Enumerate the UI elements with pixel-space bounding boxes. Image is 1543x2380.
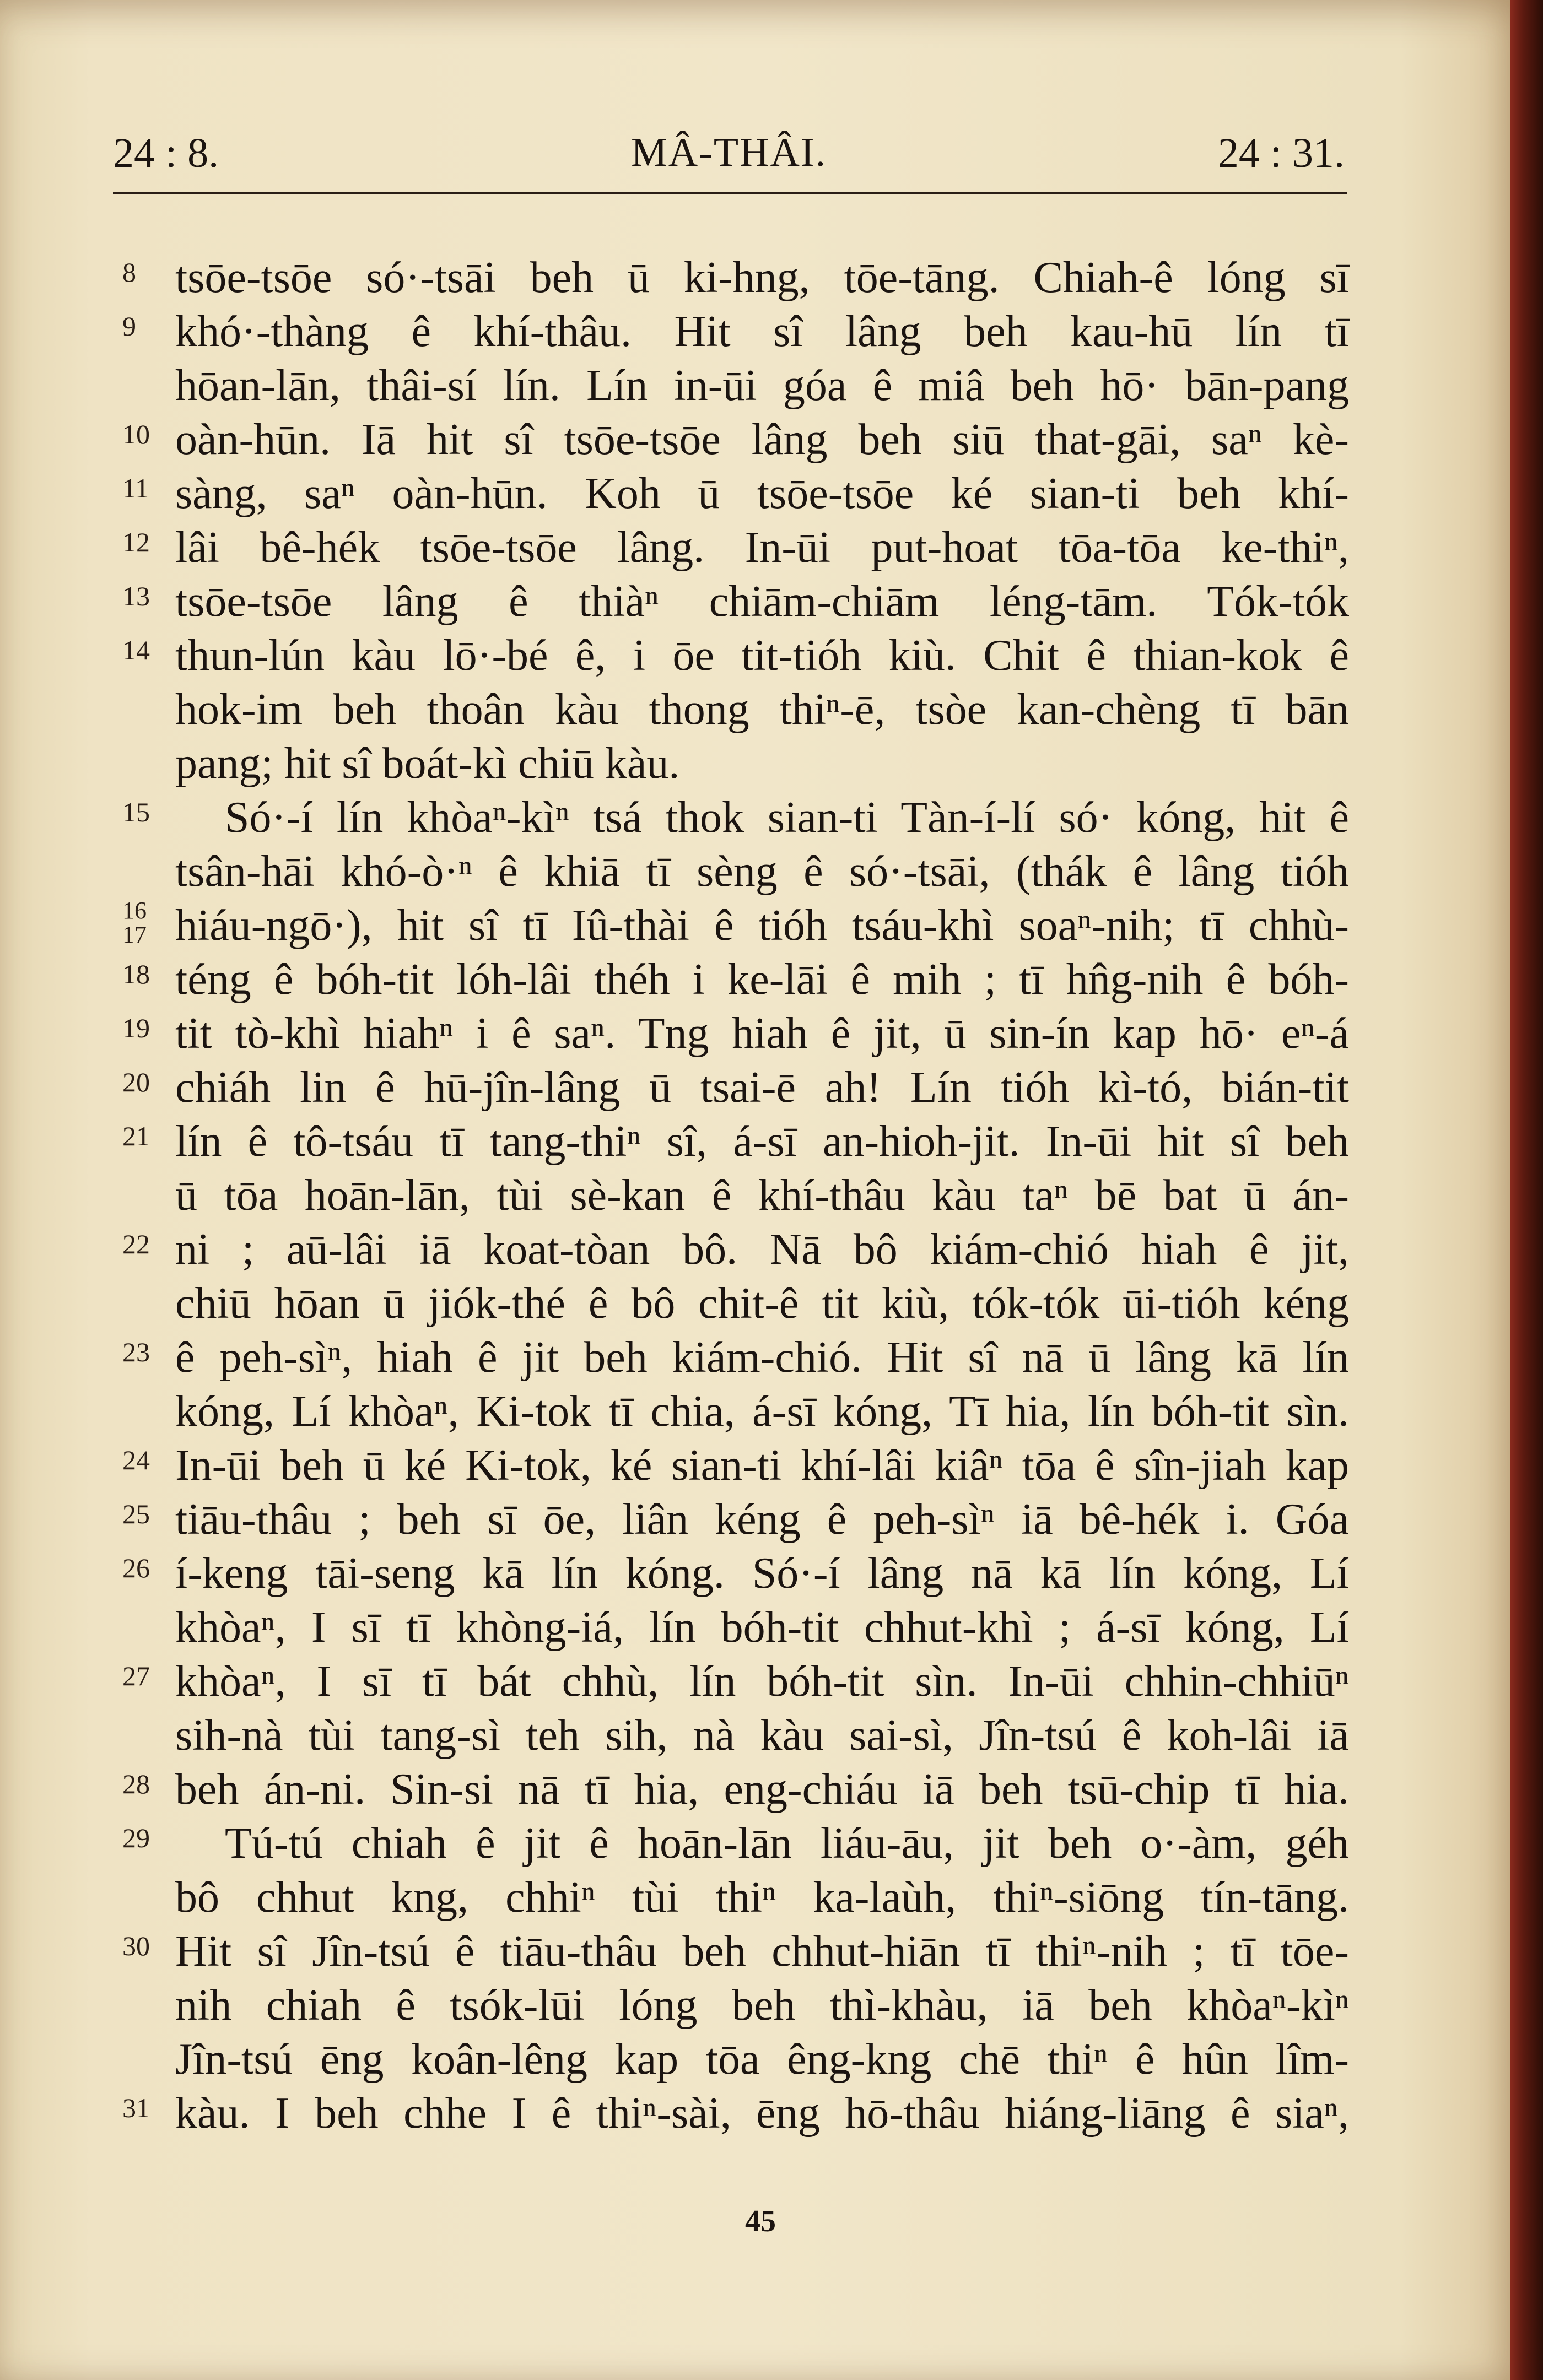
verse-text: khòaⁿ, I sī tī bát chhù, lín bóh-tit sìn. In-ūi chhin-chhiūⁿ [175, 1657, 1349, 1706]
text-line [0, 575, 1521, 629]
header-right-reference: 24 : 31. [1217, 130, 1345, 176]
verse-text: ū tōa hoān-lān, tùi sè-kan ê khí-thâu kàu taⁿ bē bat ū án- [175, 1171, 1349, 1220]
verse-text: ni ; aū-lâi iā koat-tòan bô. Nā bô kiám-chió hiah ê jit, [175, 1225, 1349, 1274]
text-line [0, 1546, 1521, 1600]
text-line [0, 521, 1521, 575]
verse-number: 28 [122, 1768, 150, 1799]
text-line [0, 683, 1521, 737]
text-line [0, 2032, 1521, 2086]
text-line [0, 1061, 1521, 1115]
verse-text: Hit sî Jîn-tsú ê tiāu-thâu beh chhut-hiān tī thiⁿ-nih ; tī tōe- [175, 1927, 1349, 1976]
verse-number: 20 [122, 1067, 150, 1097]
header-book-title: MÂ-THÂI. [630, 130, 827, 175]
verse-number: 27 [122, 1660, 150, 1691]
verse-number: 30 [122, 1930, 150, 1961]
text-line [0, 1654, 1521, 1708]
text-line [0, 1978, 1521, 2032]
verse-text: hok-im beh thoân kàu thong thiⁿ-ē, tsòe kan-chèng tī bān [175, 685, 1349, 734]
text-line [0, 1762, 1521, 1816]
text-line [0, 1007, 1521, 1061]
text-line [0, 1330, 1521, 1384]
text-line [0, 1600, 1521, 1654]
text-line [0, 1438, 1521, 1492]
text-line [0, 1276, 1521, 1330]
verse-text: sàng, saⁿ oàn-hūn. Koh ū tsōe-tsōe ké sian-ti beh khí- [175, 469, 1349, 518]
verse-number: 10 [122, 419, 150, 450]
verse-text: tsōe-tsōe lâng ê thiàⁿ chiām-chiām léng-tām. Tók-tók [175, 577, 1349, 626]
verse-number: 16 17 [122, 897, 147, 948]
text-line [0, 413, 1521, 467]
verse-text: kóng, Lí khòaⁿ, Ki-tok tī chia, á-sī kóng, Tī hia, lín bóh-tit sìn. [175, 1387, 1349, 1436]
verse-number: 15 [122, 797, 150, 827]
text-line [0, 359, 1521, 413]
verse-number: 22 [122, 1229, 150, 1259]
verse-number: 14 [122, 635, 150, 666]
verse-text: nih chiah ê tsók-lūi lóng beh thì-khàu, iā beh khòaⁿ-kìⁿ [175, 1981, 1349, 2030]
text-line [0, 1708, 1521, 1762]
verse-number: 8 [122, 257, 136, 288]
verse-number: 26 [122, 1553, 150, 1583]
verse-text: thun-lún kàu lō·-bé ê, i ōe tit-tióh kiù. Chit ê thian-kok ê [175, 631, 1349, 680]
verse-text: chiū hōan ū jiók-thé ê bô chit-ê tit kiù, tók-tók ūi-tióh kéng [175, 1279, 1349, 1328]
text-line [0, 629, 1521, 683]
verse-number: 31 [122, 2092, 150, 2123]
text-line [0, 1816, 1521, 1870]
verse-number: 13 [122, 581, 150, 612]
verse-number: 9 [122, 311, 136, 342]
verse-text: í-keng tāi-seng kā lín kóng. Só·-í lâng nā kā lín kóng, Lí [175, 1549, 1349, 1598]
verse-number: 12 [122, 527, 150, 558]
verse-text: tit tò-khì hiahⁿ i ê saⁿ. Tng hiah ê jit, ū sin-ín kap hō· eⁿ-á [175, 1009, 1349, 1058]
verse-text: hiáu-ngō·), hit sî tī Iû-thài ê tióh tsáu-khì soaⁿ-nih; tī chhù- [175, 901, 1349, 950]
verse-text: oàn-hūn. Iā hit sî tsōe-tsōe lâng beh siū that-gāi, saⁿ kè- [175, 415, 1349, 464]
verse-number: 23 [122, 1337, 150, 1367]
verse-text: hōan-lān, thâi-sí lín. Lín in-ūi góa ê miâ beh hō· bān-pang [175, 361, 1349, 410]
text-line [0, 737, 1521, 791]
text-line [0, 1924, 1521, 1978]
verse-text: lâi bê-hék tsōe-tsōe lâng. In-ūi put-hoat tōa-tōa ke-thiⁿ, [175, 523, 1349, 572]
verse-text: ê peh-sìⁿ, hiah ê jit beh kiám-chió. Hit sî nā ū lâng kā lín [175, 1333, 1349, 1382]
verse-text: tsōe-tsōe só·-tsāi beh ū ki-hng, tōe-tāng. Chiah-ê lóng sī [175, 253, 1349, 302]
verse-text: téng ê bóh-tit lóh-lâi théh i ke-lāi ê mih ; tī hn̂g-nih ê bóh- [175, 955, 1349, 1004]
running-header [113, 129, 1345, 185]
verse-text: tsân-hāi khó-ò·ⁿ ê khiā tī sèng ê só·-tsāi, (thák ê lâng tióh [175, 847, 1349, 896]
text-line [0, 953, 1521, 1007]
text-line [0, 305, 1521, 359]
verse-text: lín ê tô-tsáu tī tang-thiⁿ sî, á-sī an-hioh-jit. In-ūi hit sî beh [175, 1117, 1349, 1166]
verse-text: bô chhut kng, chhiⁿ tùi thiⁿ ka-laùh, thiⁿ-siōng tín-tāng. [175, 1873, 1349, 1922]
header-rule [113, 192, 1347, 194]
text-line [0, 1169, 1521, 1223]
verse-text: Jîn-tsú ēng koân-lêng kap tōa êng-kng chē thiⁿ ê hûn lîm- [175, 2035, 1349, 2084]
verse-text: In-ūi beh ū ké Ki-tok, ké sian-ti khí-lâi kiâⁿ tōa ê sîn-jiah kap [175, 1441, 1349, 1490]
verse-text: Só·-í lín khòaⁿ-kìⁿ tsá thok sian-ti Tàn-í-lí só· kóng, hit ê [225, 793, 1349, 842]
verse-number: 25 [122, 1499, 150, 1529]
verse-number: 29 [122, 1822, 150, 1853]
verse-number: 21 [122, 1121, 150, 1151]
header-left-reference: 24 : 8. [113, 130, 219, 176]
text-line [0, 899, 1521, 953]
text-line [0, 1384, 1521, 1438]
page-number: 45 [745, 2204, 776, 2238]
text-line [0, 467, 1521, 521]
verse-number: 19 [122, 1013, 150, 1043]
text-line [0, 791, 1521, 845]
text-line [0, 1223, 1521, 1276]
verse-text: chiáh lin ê hū-jîn-lâng ū tsai-ē ah! Lín tióh kì-tó, bián-tit [175, 1063, 1349, 1112]
text-line [0, 845, 1521, 899]
verse-number: 18 [122, 959, 150, 989]
verse-text: sih-nà tùi tang-sì teh sih, nà kàu sai-sì, Jîn-tsú ê koh-lâi iā [175, 1711, 1349, 1760]
text-line [0, 1115, 1521, 1169]
verse-number: 24 [122, 1445, 150, 1475]
page-edge [1510, 0, 1543, 2380]
text-line [0, 2086, 1521, 2140]
verse-text: kàu. I beh chhe I ê thiⁿ-sài, ēng hō-thâu hiáng-liāng ê siaⁿ, [175, 2089, 1349, 2138]
verse-text: beh án-ni. Sin-si nā tī hia, eng-chiáu iā beh tsū-chip tī hia. [175, 1765, 1349, 1814]
verse-text: pang; hit sî boát-kì chiū kàu. [175, 739, 680, 788]
verse-text: Tú-tú chiah ê jit ê hoān-lān liáu-āu, jit beh o·-àm, géh [225, 1819, 1349, 1868]
verse-text: khòaⁿ, I sī tī khòng-iá, lín bóh-tit chhut-khì ; á-sī kóng, Lí [175, 1603, 1349, 1652]
text-line [0, 251, 1521, 305]
verse-text: tiāu-thâu ; beh sī ōe, liân kéng ê peh-sìⁿ iā bê-hék i. Góa [175, 1495, 1349, 1544]
verse-text: khó·-thàng ê khí-thâu. Hit sî lâng beh kau-hū lín tī [175, 307, 1349, 356]
verse-number: 11 [122, 473, 149, 504]
text-line [0, 1870, 1521, 1924]
text-line [0, 1492, 1521, 1546]
